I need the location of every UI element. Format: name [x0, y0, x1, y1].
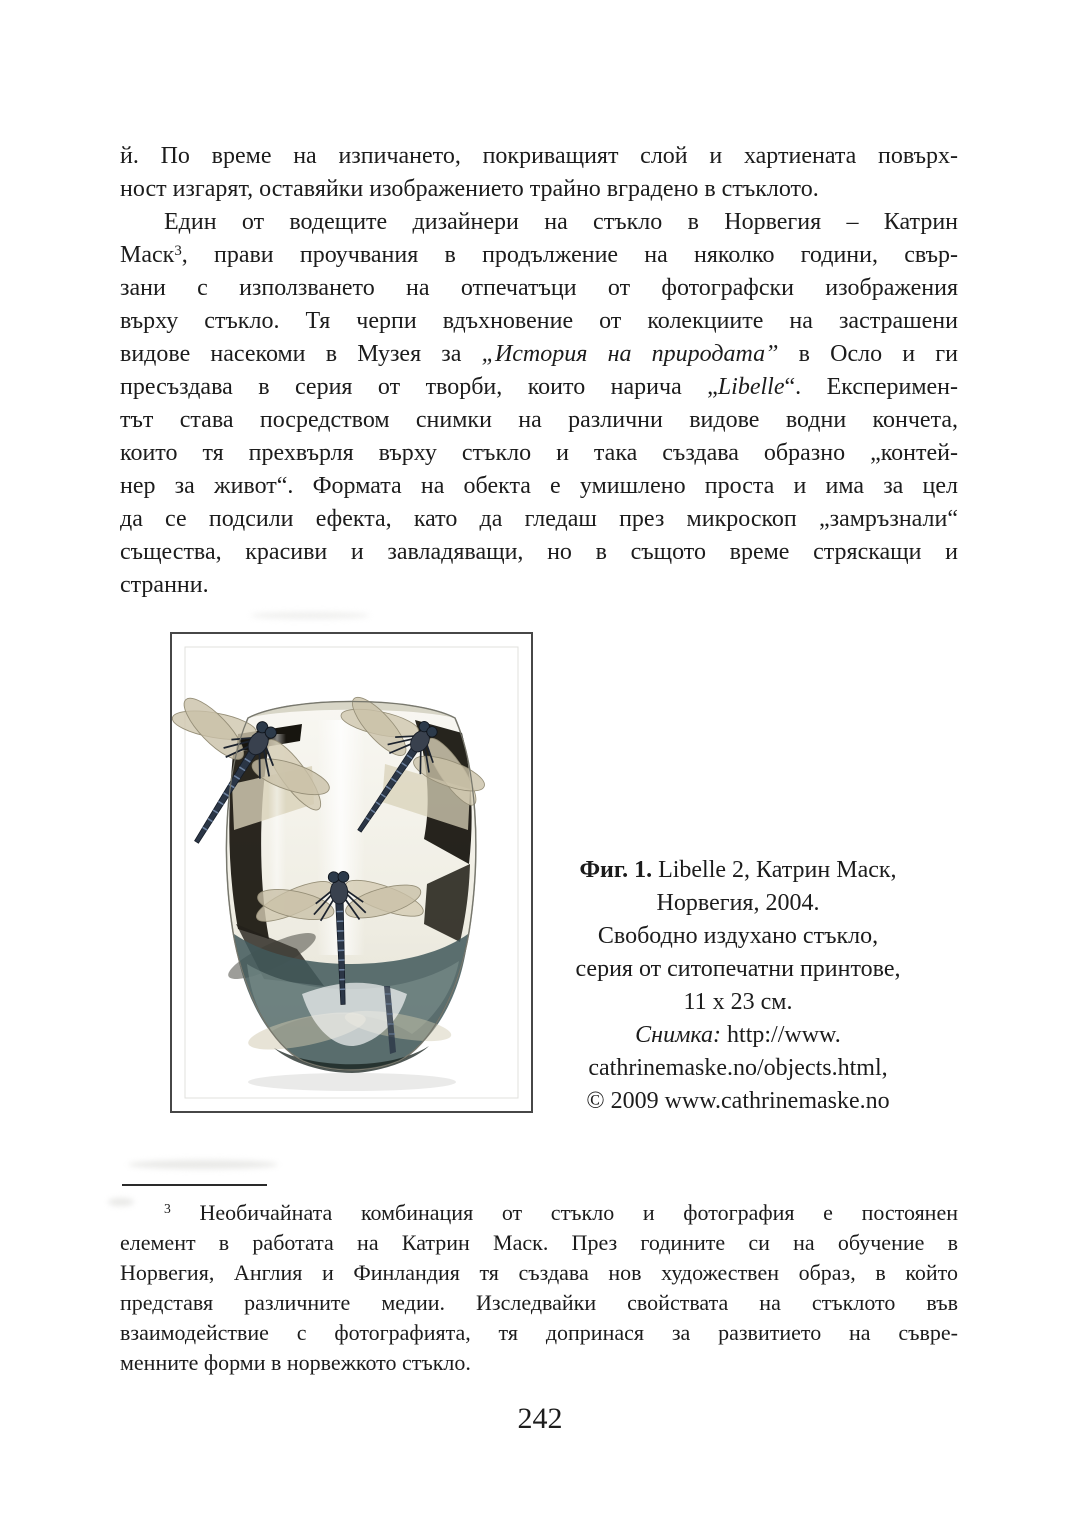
- text-run: тът става посредством снимки на различни видове водни кончета,: [120, 407, 958, 433]
- text-line: [120, 1198, 958, 1228]
- text-line: [548, 1085, 928, 1118]
- text-run: Libelle: [717, 374, 785, 400]
- text-line: [548, 887, 928, 920]
- text-run: Снимка:: [635, 1022, 722, 1048]
- text-run: Libelle 2, Катрин Маск,: [652, 857, 897, 883]
- text-line: [120, 1348, 958, 1378]
- text-run: “. Експеримен-: [784, 374, 958, 400]
- text-run: Норвегия, 2004.: [656, 890, 820, 916]
- text-line: [120, 536, 958, 569]
- text-run: пресъздава в серия от творби, които нарича „: [120, 374, 718, 400]
- text-line: [120, 173, 958, 206]
- text-run: Маск: [120, 242, 175, 268]
- text-run: Норвегия, Англия и Финландия тя създава нов художествен образ, в който: [120, 1260, 958, 1285]
- body-paragraphs: [120, 140, 958, 602]
- text-run: които тя прехвърля върху стъкло и така създава образно „контей-: [120, 440, 958, 466]
- text-run: нер за живот“. Формата на обекта е умишлено проста и има за цел: [120, 473, 958, 499]
- text-run: ност изгарят, оставяйки изображението трайно вградено в стъклото.: [120, 176, 819, 202]
- scan-artifact: [250, 612, 370, 619]
- text-run: й. По време на изпичането, покриващият слой и хартиената повърх-: [120, 143, 958, 169]
- text-line: [120, 470, 958, 503]
- text-run: 3: [164, 1201, 171, 1217]
- text-line: [120, 503, 958, 536]
- text-run: © 2009 www.cathrinemaske.no: [586, 1088, 890, 1114]
- text-line: [548, 920, 928, 953]
- text-run: 3: [174, 242, 182, 259]
- text-run: Фиг. 1.: [579, 857, 653, 883]
- text-line: [548, 986, 928, 1019]
- text-line: [120, 1318, 958, 1348]
- figure-caption: [548, 854, 928, 1118]
- text-line: [120, 437, 958, 470]
- text-run: зани с използването на отпечатъци от фотографски изображения: [120, 275, 958, 301]
- text-run: Свободно издухано стъкло,: [597, 923, 879, 949]
- text-line: [120, 305, 958, 338]
- text-run: представя различните медии. Изследвайки свойствата на стъклото във: [120, 1290, 958, 1315]
- text-run: същества, красиви и завладяващи, но в същото време стряскащи и: [120, 539, 958, 565]
- text-run: взаимодействие с фотографията, тя допринася за развитието на съвре-: [120, 1320, 958, 1345]
- text-run: http://www.: [721, 1022, 841, 1048]
- text-line: [120, 272, 958, 305]
- text-line: [120, 338, 958, 371]
- text-run: да се подсили ефекта, като да гледаш през микроскоп „замръзнали“: [120, 506, 958, 532]
- text-run: серия от ситопечатни принтове,: [575, 956, 901, 982]
- text-line: [548, 854, 928, 887]
- scan-artifact: [108, 1198, 134, 1206]
- text-run: 11 x 23 см.: [683, 989, 793, 1015]
- text-line: [548, 1052, 928, 1085]
- text-line: [120, 1258, 958, 1288]
- scan-artifact: [128, 1160, 278, 1169]
- figure-frame: [170, 632, 533, 1113]
- vase-shadow: [248, 1073, 456, 1091]
- text-run: Необичайната комбинация от стъкло и фотография е постоянен: [170, 1200, 958, 1225]
- text-run: в Осло и ги: [778, 341, 958, 367]
- text-line: [548, 1019, 928, 1052]
- vase-photo: [172, 634, 531, 1111]
- text-line: [120, 140, 958, 173]
- footnote: [120, 1198, 958, 1378]
- text-run: менните форми в норвежкото стъкло.: [120, 1350, 471, 1375]
- page-number: 242: [517, 1402, 563, 1435]
- footnote-separator: [122, 1184, 267, 1186]
- text-run: странни.: [120, 572, 209, 598]
- text-line: [120, 371, 958, 404]
- text-line: [548, 953, 928, 986]
- text-run: cathrinemaske.no/objects.html,: [588, 1055, 888, 1081]
- text-line: [120, 1228, 958, 1258]
- text-line: [120, 404, 958, 437]
- text-line: [120, 569, 958, 602]
- text-run: елемент в работата на Катрин Маск. През годините си на обучение в: [120, 1230, 958, 1255]
- text-run: , прави проучвания в продължение на няколко години, свър-: [181, 242, 958, 268]
- text-run: Един от водещите дизайнери на стъкло в Норвегия – Катрин: [164, 209, 958, 235]
- text-run: „История на природата”: [481, 341, 779, 367]
- text-run: видове насекоми в Музея за: [120, 341, 482, 367]
- text-line: [120, 1288, 958, 1318]
- text-run: върху стъкло. Тя черпи вдъхновение от колекциите на застрашени: [120, 308, 958, 334]
- text-line: [120, 206, 958, 239]
- text-line: [120, 239, 958, 272]
